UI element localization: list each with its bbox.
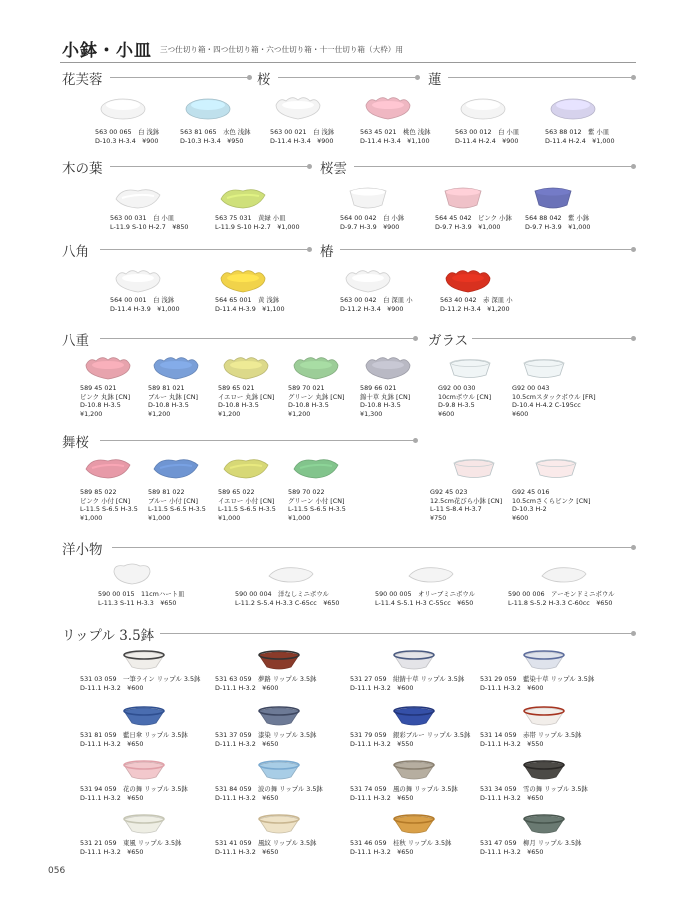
caption-line: 531 81 059 藍日傘 リップル 3.5鉢 (80, 731, 188, 739)
product-caption (98, 590, 184, 607)
product-caption (288, 384, 345, 418)
dish-illustration (222, 455, 270, 481)
dish-illustration (364, 355, 412, 381)
dish-illustration (184, 95, 232, 121)
caption-line: G92 00 030 (438, 384, 476, 392)
product-caption (215, 785, 323, 802)
section-rule (100, 249, 310, 250)
dish-illustration (84, 455, 132, 481)
section-rule (354, 166, 634, 167)
caption-line: 563 45 021 桃色 浅鉢 (360, 128, 431, 136)
caption-line: 563 00 065 白 浅鉢 (95, 128, 160, 136)
dish-illustration (390, 703, 438, 729)
caption-line: D-11.1 H-3.2 ¥600 (480, 683, 544, 692)
section-title-konoha: 木の葉 (62, 161, 103, 177)
dish-illustration (520, 757, 568, 783)
caption-line: 589 70 021 (288, 384, 325, 392)
caption-line: 10cmボウル [CN] (438, 392, 492, 401)
caption-line: 531 94 059 花の舞 リップル 3.5鉢 (80, 785, 188, 793)
caption-line: D-11.1 H-3.2 ¥600 (350, 683, 414, 692)
dish-illustration (114, 268, 162, 294)
dish-illustration (529, 185, 577, 211)
dish-illustration (520, 355, 568, 381)
caption-line: ¥1,200 (288, 409, 311, 418)
caption-line: D-11.2 H-3.4 ¥1,200 (440, 304, 510, 313)
product-caption (525, 214, 590, 231)
product-caption (215, 214, 300, 231)
product-caption (508, 590, 615, 607)
product-caption (438, 384, 491, 418)
dish-illustration (120, 811, 168, 837)
caption-line: D-10.8 H-3.5 (148, 401, 189, 410)
dish-illustration (520, 703, 568, 729)
section-rule (472, 338, 634, 339)
product-caption (440, 296, 513, 313)
caption-line: グリーン 小付 [CN] (288, 496, 345, 505)
caption-line: 531 79 059 銀彩ブルー リップル 3.5鉢 (350, 731, 471, 739)
caption-line: 錦十草 丸鉢 [CN] (360, 392, 411, 401)
caption-line: D-9.8 H-3.5 (438, 401, 475, 410)
section-title-hasu: 蓮 (428, 72, 442, 88)
caption-line: 563 40 042 赤 深皿 小 (440, 296, 513, 304)
product-caption (215, 839, 316, 856)
caption-line: 589 70 022 (288, 488, 325, 496)
product-caption (480, 675, 594, 692)
product-caption (80, 675, 200, 692)
dish-illustration (292, 455, 340, 481)
caption-line: 564 88 042 紫 小鉢 (525, 214, 590, 222)
product-caption (215, 731, 316, 748)
caption-line: L-11.4 S-5.1 H-3 C-55cc ¥650 (375, 598, 474, 607)
caption-line: 531 34 059 雪の舞 リップル 3.5鉢 (480, 785, 588, 793)
caption-line: L-11.8 S-5.2 H-3.3 C-60cc ¥650 (508, 598, 613, 607)
caption-line: 590 00 015 11cmハート皿 (98, 590, 185, 598)
product-caption (218, 384, 274, 418)
caption-line: ¥600 (512, 513, 529, 522)
product-caption (270, 128, 334, 145)
caption-line: 531 47 059 柳月 リップル 3.5鉢 (480, 839, 582, 847)
caption-line: D-9.7 H-3.9 ¥1,000 (525, 222, 591, 231)
product-caption (430, 488, 502, 522)
caption-line: D-11.1 H-3.2 ¥550 (480, 739, 544, 748)
caption-line: D-11.4 H-3.9 ¥1,000 (110, 304, 180, 313)
product-caption (218, 488, 276, 522)
section-title-ripple: リップル 3.5鉢 (62, 628, 155, 644)
product-caption (80, 785, 188, 802)
dish-illustration (152, 355, 200, 381)
section-title-yae: 八重 (62, 333, 89, 349)
caption-line: D-10.4 H-4.2 C-195cc (512, 401, 581, 410)
dish-illustration (222, 355, 270, 381)
caption-line: 564 00 001 白 浅鉢 (110, 296, 175, 304)
product-caption (340, 296, 413, 313)
product-caption (148, 384, 198, 418)
dish-illustration (84, 355, 132, 381)
dish-illustration (549, 95, 597, 121)
caption-line: G92 45 023 (430, 488, 468, 496)
product-caption (80, 731, 188, 748)
caption-line: ¥750 (430, 513, 447, 522)
dish-illustration (267, 560, 315, 586)
product-caption (350, 785, 458, 802)
caption-line: 589 45 021 (80, 384, 117, 392)
dish-illustration (364, 95, 412, 121)
dish-illustration (540, 560, 588, 586)
caption-line: L-11.5 S-6.5 H-3.5 (288, 505, 346, 514)
section-rule (110, 166, 310, 167)
caption-line: D-11.1 H-3.2 ¥650 (80, 793, 144, 802)
product-caption (180, 128, 251, 145)
caption-line: ¥1,000 (80, 513, 103, 522)
caption-line: 589 66 021 (360, 384, 397, 392)
product-caption (95, 128, 159, 145)
product-caption (235, 590, 339, 607)
product-caption (80, 488, 138, 522)
dish-illustration (292, 355, 340, 381)
dish-illustration (344, 268, 392, 294)
product-caption (512, 384, 596, 418)
product-caption (80, 384, 130, 418)
product-caption (350, 675, 464, 692)
caption-line: D-10.8 H-3.5 (218, 401, 259, 410)
dish-illustration (255, 811, 303, 837)
caption-line: D-11.4 H-3.9 ¥1,100 (215, 304, 285, 313)
caption-line: ¥600 (438, 409, 455, 418)
caption-line: 590 00 004 洋なしミニボウル (235, 590, 329, 598)
caption-line: G92 00 043 (512, 384, 550, 392)
caption-line: 531 74 059 風の舞 リップル 3.5鉢 (350, 785, 458, 793)
caption-line: D-11.1 H-3.2 ¥650 (350, 793, 414, 802)
caption-line: D-11.4 H-2.4 ¥1,000 (545, 136, 615, 145)
section-rule (160, 633, 634, 634)
product-caption (350, 839, 451, 856)
caption-line: 563 00 021 白 浅鉢 (270, 128, 335, 136)
section-rule (100, 338, 416, 339)
caption-line: D-10.3 H-2 (512, 505, 547, 514)
caption-line: L-11.9 S-10 H-2.7 ¥850 (110, 222, 189, 231)
caption-line: G92 45 016 (512, 488, 550, 496)
caption-line: 589 81 021 (148, 384, 185, 392)
section-title-tsubaki: 椿 (320, 244, 334, 260)
page-number: 056 (48, 866, 66, 876)
dish-illustration (274, 95, 322, 121)
product-caption (512, 488, 590, 522)
caption-line: ブルー 小付 [CN] (148, 496, 198, 505)
dish-illustration (152, 455, 200, 481)
caption-line: 589 65 021 (218, 384, 255, 392)
dish-illustration (390, 811, 438, 837)
caption-line: D-11.2 H-3.4 ¥900 (340, 304, 404, 313)
caption-line: 531 84 059 波の舞 リップル 3.5鉢 (215, 785, 323, 793)
caption-line: ¥1,200 (80, 409, 103, 418)
caption-line: ピンク 丸鉢 [CN] (80, 392, 131, 401)
caption-line: D-11.1 H-3.2 ¥650 (350, 847, 414, 856)
caption-line: D-11.4 H-2.4 ¥900 (455, 136, 519, 145)
section-title-sakuragumo: 桜雲 (320, 161, 347, 177)
caption-line: イエロー 小付 [CN] (218, 496, 275, 505)
product-caption (455, 128, 519, 145)
caption-line: グリーン 丸鉢 [CN] (288, 392, 345, 401)
section-rule (448, 77, 634, 78)
dish-illustration (344, 185, 392, 211)
caption-line: 10.5cmスタックボウル [FR] (512, 392, 596, 401)
caption-line: D-11.1 H-3.2 ¥650 (215, 847, 279, 856)
caption-line: D-11.1 H-3.2 ¥650 (80, 739, 144, 748)
caption-line: D-10.3 H-3.4 ¥900 (95, 136, 159, 145)
dish-illustration (532, 455, 580, 481)
dish-illustration (407, 560, 455, 586)
section-title-glass: ガラス (428, 333, 469, 349)
dish-illustration (255, 647, 303, 673)
caption-line: 589 81 022 (148, 488, 185, 496)
caption-line: L-11 S-8.4 H-3.7 (430, 505, 482, 514)
caption-line: D-10.8 H-3.5 (288, 401, 329, 410)
dish-illustration (120, 703, 168, 729)
caption-line: 563 75 031 黄緑 小皿 (215, 214, 286, 222)
caption-line: D-11.1 H-3.2 ¥650 (480, 847, 544, 856)
caption-line: L-11.5 S-6.5 H-3.5 (80, 505, 138, 514)
caption-line: イエロー 丸鉢 [CN] (218, 392, 275, 401)
caption-line: L-11.5 S-6.5 H-3.5 (218, 505, 276, 514)
section-title-kafuyo: 花芙蓉 (62, 72, 103, 88)
product-caption (288, 488, 346, 522)
caption-line: ¥1,000 (148, 513, 171, 522)
caption-line: D-9.7 H-3.9 ¥1,000 (435, 222, 501, 231)
product-caption (215, 675, 316, 692)
caption-line: 531 41 059 風紋 リップル 3.5鉢 (215, 839, 317, 847)
dish-illustration (520, 647, 568, 673)
product-caption (435, 214, 512, 231)
caption-line: 564 65 001 黄 浅鉢 (215, 296, 280, 304)
caption-line: L-11.3 S-11 H-3.3 ¥650 (98, 598, 177, 607)
caption-line: 563 00 012 白 小皿 (455, 128, 520, 136)
caption-line: ブルー 丸鉢 [CN] (148, 392, 198, 401)
caption-line: ¥1,300 (360, 409, 383, 418)
caption-line: 531 37 059 漆染 リップル 3.5鉢 (215, 731, 317, 739)
dish-illustration (390, 757, 438, 783)
caption-line: D-11.1 H-3.2 ¥650 (480, 793, 544, 802)
caption-line: D-11.1 H-3.2 ¥650 (215, 793, 279, 802)
section-title-maizakura: 舞桜 (62, 435, 89, 451)
caption-line: ピンク 小付 [CN] (80, 496, 131, 505)
product-caption (545, 128, 615, 145)
section-rule (278, 77, 418, 78)
caption-line: 564 45 042 ピンク 小鉢 (435, 214, 512, 222)
caption-line: L-11.2 S-5.4 H-3.3 C-65cc ¥650 (235, 598, 340, 607)
product-caption (360, 384, 410, 418)
dish-illustration (219, 185, 267, 211)
product-caption (350, 731, 470, 748)
dish-illustration (108, 560, 156, 586)
dish-illustration (520, 811, 568, 837)
caption-line: L-11.5 S-6.5 H-3.5 (148, 505, 206, 514)
caption-line: 589 65 022 (218, 488, 255, 496)
caption-line: D-11.1 H-3.2 ¥650 (215, 739, 279, 748)
caption-line: D-10.8 H-3.5 (80, 401, 121, 410)
dish-illustration (114, 185, 162, 211)
caption-line: D-11.4 H-3.4 ¥900 (270, 136, 334, 145)
caption-line: ¥1,000 (218, 513, 241, 522)
dish-illustration (439, 185, 487, 211)
caption-line: 531 21 059 東風 リップル 3.5鉢 (80, 839, 182, 847)
product-caption (80, 839, 181, 856)
caption-line: 531 63 059 夢路 リップル 3.5鉢 (215, 675, 317, 683)
caption-line: ¥600 (512, 409, 529, 418)
caption-line: D-11.1 H-3.2 ¥550 (350, 739, 414, 748)
caption-line: 531 14 059 赤帯 リップル 3.5鉢 (480, 731, 582, 739)
section-rule (112, 547, 634, 548)
section-rule (340, 249, 634, 250)
dish-illustration (255, 703, 303, 729)
caption-line: 590 00 005 オリーブミニボウル (375, 590, 475, 598)
caption-line: 563 88 012 紫 小皿 (545, 128, 610, 136)
product-caption (480, 839, 581, 856)
caption-line: ¥1,200 (218, 409, 241, 418)
caption-line: L-11.9 S-10 H-2.7 ¥1,000 (215, 222, 300, 231)
product-caption (215, 296, 285, 313)
dish-illustration (99, 95, 147, 121)
caption-line: 531 03 059 一筆ライン リップル 3.5鉢 (80, 675, 201, 683)
caption-line: D-11.1 H-3.2 ¥600 (215, 683, 279, 692)
caption-line: 563 00 042 白 深皿 小 (340, 296, 413, 304)
product-caption (480, 731, 581, 748)
caption-line: 563 81 065 水色 浅鉢 (180, 128, 251, 136)
caption-line: 10.5cmさくらピンク [CN] (512, 496, 591, 505)
caption-line: 531 46 059 桂秋 リップル 3.5鉢 (350, 839, 452, 847)
dish-illustration (120, 757, 168, 783)
caption-line: D-11.4 H-3.4 ¥1,100 (360, 136, 430, 145)
product-caption (110, 214, 188, 231)
caption-line: 563 00 031 白 小皿 (110, 214, 175, 222)
section-title-hakkaku: 八角 (62, 244, 89, 260)
caption-line: 531 29 059 藍染十草 リップル 3.5鉢 (480, 675, 595, 683)
caption-line: D-10.8 H-3.5 (360, 401, 401, 410)
section-title-sakura: 桜 (257, 72, 271, 88)
caption-line: 12.5cm花びら小鉢 [CN] (430, 496, 503, 505)
dish-illustration (446, 355, 494, 381)
caption-line: ¥1,200 (148, 409, 171, 418)
section-rule (100, 440, 416, 441)
caption-line: 564 00 042 白 小鉢 (340, 214, 405, 222)
section-title-youkomono: 洋小物 (62, 542, 103, 558)
caption-line: D-11.1 H-3.2 ¥650 (80, 847, 144, 856)
section-rule (110, 77, 250, 78)
product-caption (480, 785, 588, 802)
caption-line: D-11.1 H-3.2 ¥600 (80, 683, 144, 692)
dish-illustration (390, 647, 438, 673)
caption-line: 590 00 006 アーモンドミニボウル (508, 590, 615, 598)
header-divider (60, 62, 636, 63)
dish-illustration (255, 757, 303, 783)
caption-line: 589 85 022 (80, 488, 117, 496)
caption-line: 531 27 059 紺錆十草 リップル 3.5鉢 (350, 675, 465, 683)
dish-illustration (120, 647, 168, 673)
caption-line: D-10.3 H-3.4 ¥950 (180, 136, 244, 145)
dish-illustration (444, 268, 492, 294)
dish-illustration (219, 268, 267, 294)
page-subtitle: 三つ仕切り箱・四つ仕切り箱・六つ仕切り箱・十一仕切り箱（大枠）用 (160, 45, 403, 54)
product-caption (148, 488, 206, 522)
product-caption (340, 214, 404, 231)
caption-line: ¥1,000 (288, 513, 311, 522)
dish-illustration (450, 455, 498, 481)
product-caption (360, 128, 431, 145)
product-caption (110, 296, 180, 313)
caption-line: D-9.7 H-3.9 ¥900 (340, 222, 400, 231)
page-title: 小鉢・小皿 (62, 41, 152, 61)
product-caption (375, 590, 475, 607)
dish-illustration (459, 95, 507, 121)
